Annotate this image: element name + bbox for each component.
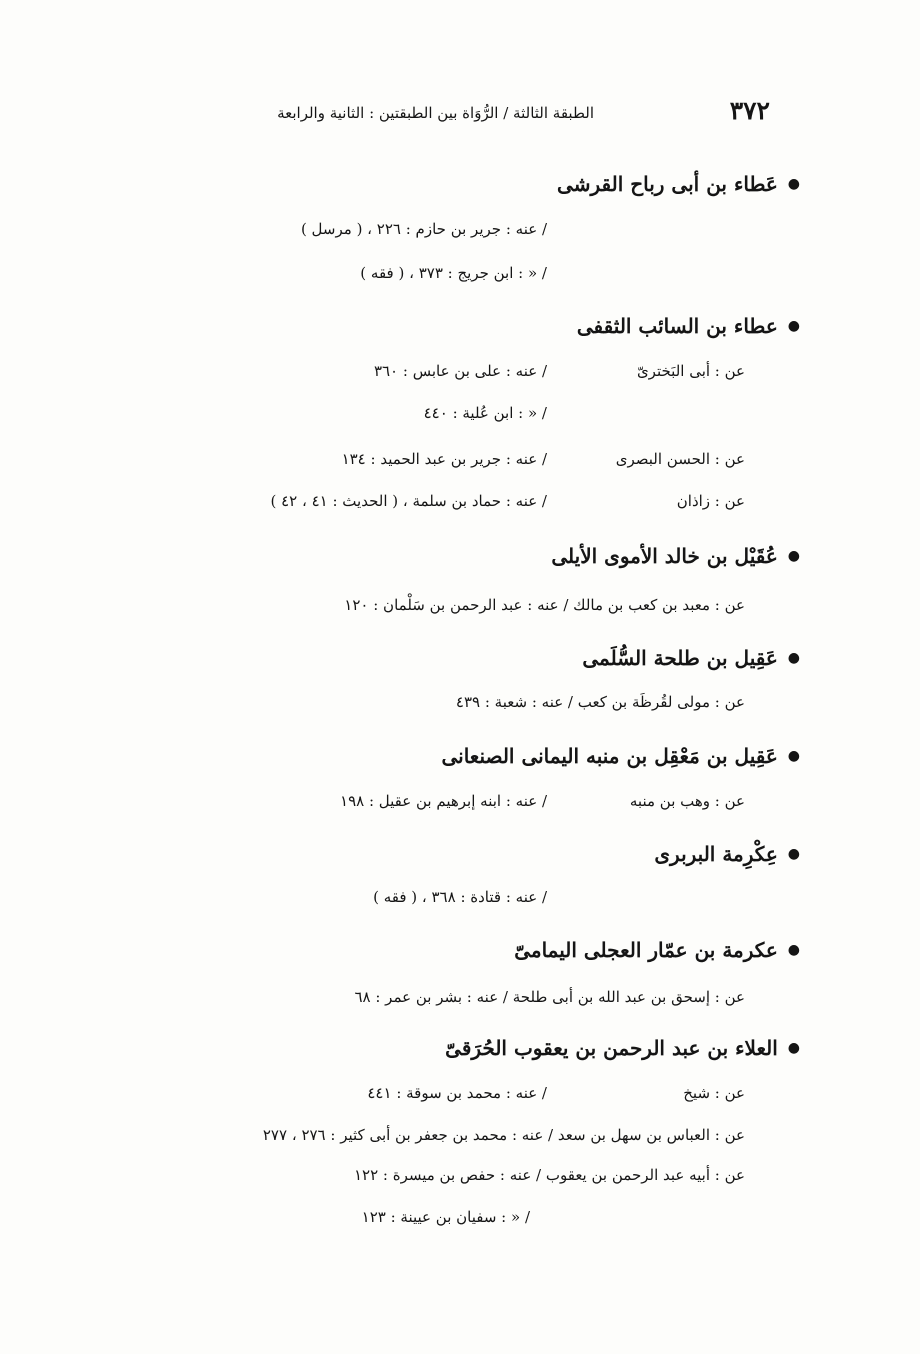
bullet-icon: ● <box>787 942 800 958</box>
entry-name: عَطاء بن أبى رباح القرشى <box>557 172 778 196</box>
entry-title <box>577 314 800 338</box>
bullet-icon: ● <box>787 318 800 334</box>
narrated-by: / عنه : محمد بن سوقة : ٤٤١ <box>367 1084 547 1102</box>
entry-line: / « : ابن جريج : ٣٧٣ ، ( فقه ) <box>360 264 547 282</box>
entry-line: عن : معبد بن كعب بن مالك / عنه : عبد الرحمن بن سَلْمان : ١٢٠ <box>344 596 745 614</box>
entry-name: عَقِيل بن مَعْقِل بن منبه اليمانى الصنعانى <box>441 744 778 768</box>
entry-line: عن : إسحق بن عبد الله بن أبى طلحة / عنه : بشر بن عمر : ٦٨ <box>354 988 745 1006</box>
bullet-icon: ● <box>787 548 800 564</box>
entry-name: عَقِيل بن طلحة السُّلَمى <box>582 646 778 670</box>
narrated-from: عن : الحسن البصرى <box>615 450 745 468</box>
narrated-from: عن : وهب بن منبه <box>629 792 745 810</box>
entry-name: عطاء بن السائب الثقفى <box>576 314 778 338</box>
entry-line: / « : سفيان بن عيينة : ١٢٣ <box>361 1208 530 1226</box>
entry-line: / عنه : قتادة : ٣٦٨ ، ( فقه ) <box>373 888 547 906</box>
narrated-by: / « : ابن عُلية : ٤٤٠ <box>423 404 547 422</box>
narrated-by: / عنه : ابنه إبرهيم بن عقيل : ١٩٨ <box>340 792 547 810</box>
narrated-by: / عنه : حماد بن سلمة ، ( الحديث : ٤١ ، ٤٢ ) <box>270 492 547 510</box>
narrated-by: / عنه : على بن عابس : ٣٦٠ <box>373 362 547 380</box>
entry-line: عن : أبيه عبد الرحمن بن يعقوب / عنه : حفص بن ميسرة : ١٢٢ <box>353 1166 745 1184</box>
entry-title <box>445 1036 800 1060</box>
entry-name: عِكْرِمة البربرى <box>654 842 778 866</box>
bullet-icon: ● <box>787 1040 800 1056</box>
entry-line: عن : العباس بن سهل بن سعد / عنه : محمد بن جعفر بن أبى كثير : ٢٧٦ ، ٢٧٧ <box>262 1126 745 1144</box>
entry-line: عن : مولى لقُرظَة بن كعب / عنه : شعبة : ٤٣٩ <box>455 693 745 711</box>
running-title: الطبقة الثالثة / الرُّوَاة بين الطبقتين : الثانية والرابعة <box>277 104 594 122</box>
entry-name: العلاء بن عبد الرحمن بن يعقوب الحُرَقىّ <box>445 1036 778 1060</box>
entry-title <box>441 744 800 768</box>
narrated-by: / عنه : جرير بن عبد الحميد : ١٣٤ <box>341 450 547 468</box>
entry-name: عكرمة بن عمّار العجلى اليمامىّ <box>514 938 778 962</box>
entry-name: عُقَيْل بن خالد الأموى الأيلى <box>551 544 778 568</box>
page-number: ٣٧٢ <box>729 96 770 125</box>
entry-title <box>582 646 800 670</box>
bullet-icon: ● <box>787 748 800 764</box>
entry-line: / عنه : جرير بن حازم : ٢٢٦ ، ( مرسل ) <box>300 220 547 238</box>
narrated-from: عن : أبى البَخترىّ <box>636 362 745 380</box>
bullet-icon: ● <box>787 176 800 192</box>
bullet-icon: ● <box>787 650 800 666</box>
entry-title <box>551 544 800 568</box>
bullet-icon: ● <box>787 846 800 862</box>
narrated-from: عن : شيخ <box>683 1084 745 1102</box>
entry-title <box>557 172 800 196</box>
entry-title <box>514 938 800 962</box>
narrated-from: عن : زاذان <box>676 492 745 510</box>
entry-title <box>654 842 800 866</box>
